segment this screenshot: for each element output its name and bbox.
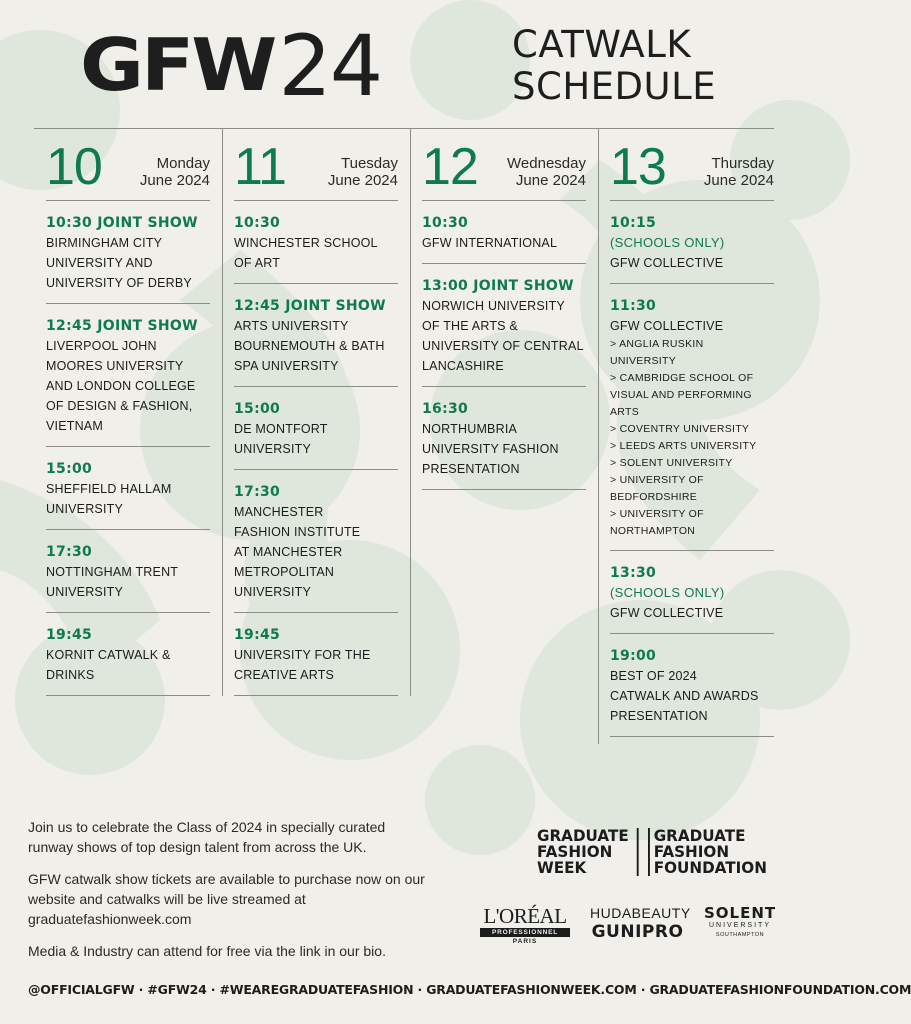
- slot-description: SHEFFIELD HALLAM: [46, 482, 172, 496]
- slot-description: NORWICH UNIVERSITY: [422, 299, 565, 313]
- slot-description: UNIVERSITY OF DERBY: [46, 276, 192, 290]
- slot-description: SPA UNIVERSITY: [234, 359, 339, 373]
- slot-time: 15:00: [46, 461, 93, 477]
- list-item: VISUAL AND PERFORMING: [610, 389, 752, 401]
- list-item: > ANGLIA RUSKIN: [610, 338, 704, 350]
- schedule-slot: [234, 470, 398, 613]
- solent-university-logo: SOLENT UNIVERSITY SOUTHAMPTON: [704, 904, 777, 938]
- slot-description: DRINKS: [46, 668, 95, 682]
- day-number: 13: [610, 138, 666, 196]
- slot-note: (SCHOOLS ONLY): [610, 235, 725, 250]
- slot-note: (SCHOOLS ONLY): [610, 585, 725, 600]
- schedule-slot: [234, 201, 398, 284]
- info-paragraph: Media & Industry can attend for free via the link in our bio.: [28, 943, 386, 959]
- slot-description: LIVERPOOL JOHN: [46, 339, 157, 353]
- slot-description: BIRMINGHAM CITY: [46, 236, 163, 250]
- schedule-slot: [422, 264, 586, 387]
- list-item: > CAMBRIDGE SCHOOL OF: [610, 372, 754, 384]
- loreal-logo: L'ORÉAL PROFESSIONNEL PARIS: [480, 905, 570, 946]
- list-item: > SOLENT UNIVERSITY: [610, 457, 733, 469]
- slot-description: DE MONTFORT: [234, 422, 328, 436]
- schedule-slot: [422, 387, 586, 490]
- schedule-slot: [610, 284, 774, 551]
- slot-time: 10:15: [610, 215, 657, 231]
- slot-time: 10:30: [234, 215, 281, 231]
- slot-time: 16:30: [422, 401, 469, 417]
- info-text: [28, 817, 428, 973]
- list-item: > UNIVERSITY OF: [610, 508, 704, 520]
- day-date: [328, 155, 398, 189]
- title-line-1: CATWALK: [512, 23, 692, 66]
- schedule-slot: [46, 304, 210, 447]
- slot-description: MANCHESTER: [234, 505, 324, 519]
- title-line-2: SCHEDULE: [512, 65, 717, 108]
- footer-links: @OFFICIALGFW · #GFW24 · #WEAREGRADUATEFASHION · GRADUATEFASHIONWEEK.COM · GRADUATEFASHIONFOUNDATION.COM: [28, 982, 911, 997]
- day-date: [140, 155, 210, 189]
- slot-description: NORTHUMBRIA: [422, 422, 518, 436]
- day-header: [422, 128, 586, 201]
- list-item: ARTS: [610, 406, 640, 418]
- slot-description: UNIVERSITY FASHION: [422, 442, 559, 456]
- slot-description: PRESENTATION: [610, 709, 708, 723]
- schedule-slot: [46, 530, 210, 613]
- slot-time: 12:45 JOINT SHOW: [234, 298, 386, 314]
- list-item: > LEEDS ARTS UNIVERSITY: [610, 440, 757, 452]
- slot-description: GFW COLLECTIVE: [610, 319, 724, 333]
- logo-year: 24: [278, 17, 382, 115]
- day-date: [507, 155, 586, 189]
- month: June 2024: [327, 172, 398, 189]
- schedule-slot: [234, 613, 398, 696]
- list-item: > COVENTRY UNIVERSITY: [610, 423, 750, 435]
- info-paragraph: GFW catwalk show tickets are available to purchase now on our website and catwalks will be live streamed at graduatefashionweek.com: [28, 871, 425, 927]
- slot-description: VIETNAM: [46, 419, 103, 433]
- slot-description: GFW COLLECTIVE: [610, 256, 724, 270]
- day-number: 11: [234, 138, 286, 196]
- list-item: > UNIVERSITY OF: [610, 474, 704, 486]
- schedule-slot: [46, 201, 210, 304]
- slot-time: 19:00: [610, 648, 657, 664]
- slot-description: NOTTINGHAM TRENT: [46, 565, 179, 579]
- weekday: Tuesday: [341, 155, 398, 172]
- slot-description: UNIVERSITY: [46, 585, 124, 599]
- schedule-slot: [610, 551, 774, 634]
- day-header: [234, 128, 398, 201]
- slot-description: UNIVERSITY: [234, 585, 312, 599]
- slot-time: 13:30: [610, 565, 657, 581]
- day-header: [610, 128, 774, 201]
- slot-description: BEST OF 2024: [610, 669, 697, 683]
- slot-description: WINCHESTER SCHOOL: [234, 236, 378, 250]
- month: June 2024: [515, 172, 586, 189]
- slot-description: UNIVERSITY: [234, 442, 312, 456]
- day-column: [34, 128, 222, 696]
- schedule-slot: [234, 284, 398, 387]
- slot-description: CATWALK AND AWARDS: [610, 689, 759, 703]
- schedule-slot: [46, 447, 210, 530]
- slot-time: 19:45: [234, 627, 281, 643]
- schedule-grid: [34, 128, 784, 744]
- slot-description: UNIVERSITY AND: [46, 256, 153, 270]
- slot-time: 10:30 JOINT SHOW: [46, 215, 198, 231]
- weekday: Thursday: [711, 155, 774, 172]
- month: June 2024: [703, 172, 774, 189]
- schedule-slot: [234, 387, 398, 470]
- slot-time: 19:45: [46, 627, 93, 643]
- slot-description: FASHION INSTITUTE: [234, 525, 361, 539]
- slot-description: AND LONDON COLLEGE: [46, 379, 196, 393]
- slot-description: GFW COLLECTIVE: [610, 606, 724, 620]
- day-date: [704, 155, 774, 189]
- hudabeauty-gunipro-logo: HUDABEAUTY GUNIPRO: [590, 905, 691, 942]
- logo-letters: GFW: [80, 24, 275, 108]
- day-header: [46, 128, 210, 201]
- list-item: BEDFORDSHIRE: [610, 491, 698, 503]
- slot-time: 17:30: [234, 484, 281, 500]
- graduate-fashion-foundation-logo: GRADUATE FASHION FOUNDATION: [648, 828, 767, 876]
- weekday: Monday: [156, 155, 210, 172]
- gfw24-logo: [80, 17, 382, 115]
- collective-list: [610, 336, 774, 540]
- slot-description: OF DESIGN & FASHION,: [46, 399, 193, 413]
- slot-description: GFW INTERNATIONAL: [422, 236, 558, 250]
- day-column: [410, 128, 598, 490]
- slot-description: OF THE ARTS &: [422, 319, 518, 333]
- slot-description: AT MANCHESTER: [234, 545, 343, 559]
- slot-description: KORNIT CATWALK &: [46, 648, 171, 662]
- slot-description: BOURNEMOUTH & BATH: [234, 339, 385, 353]
- slot-time: 17:30: [46, 544, 93, 560]
- info-paragraph: Join us to celebrate the Class of 2024 in specially curated runway shows of top design talent from across the UK.: [28, 819, 386, 855]
- slot-description: MOORES UNIVERSITY: [46, 359, 184, 373]
- day-number: 12: [422, 138, 478, 196]
- slot-time: 11:30: [610, 298, 657, 314]
- slot-time: 10:30: [422, 215, 469, 231]
- schedule-slot: [422, 201, 586, 264]
- schedule-slot: [610, 634, 774, 737]
- month: June 2024: [139, 172, 210, 189]
- day-column: [598, 128, 786, 737]
- slot-description: PRESENTATION: [422, 462, 520, 476]
- weekday: Wednesday: [507, 155, 586, 172]
- slot-description: ARTS UNIVERSITY: [234, 319, 349, 333]
- day-number: 10: [46, 138, 102, 196]
- schedule-slot: [46, 613, 210, 696]
- slot-description: UNIVERSITY FOR THE: [234, 648, 371, 662]
- graduate-fashion-week-logo: GRADUATE FASHION WEEK: [537, 828, 638, 876]
- slot-description: CREATIVE ARTS: [234, 668, 335, 682]
- list-item: NORTHAMPTON: [610, 525, 696, 537]
- day-column: [222, 128, 410, 696]
- slot-description: UNIVERSITY OF CENTRAL: [422, 339, 584, 353]
- slot-description: METROPOLITAN: [234, 565, 335, 579]
- slot-time: 15:00: [234, 401, 281, 417]
- schedule-slot: [610, 201, 774, 284]
- page-title: [512, 24, 716, 108]
- slot-time: 13:00 JOINT SHOW: [422, 278, 574, 294]
- slot-description: OF ART: [234, 256, 281, 270]
- slot-description: UNIVERSITY: [46, 502, 124, 516]
- slot-description: LANCASHIRE: [422, 359, 504, 373]
- list-item: UNIVERSITY: [610, 355, 677, 367]
- slot-time: 12:45 JOINT SHOW: [46, 318, 198, 334]
